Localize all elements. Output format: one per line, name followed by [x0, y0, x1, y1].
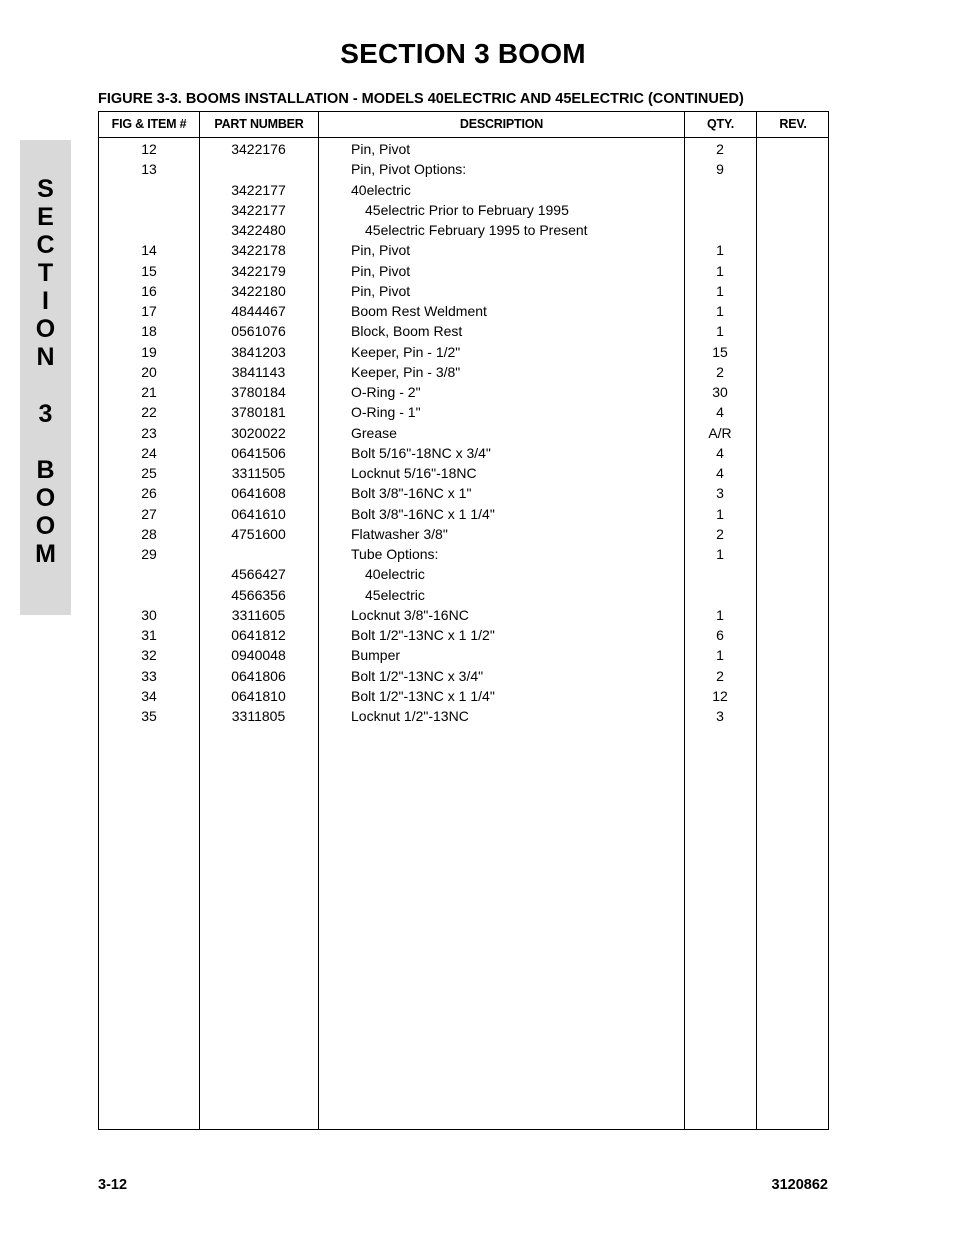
description-cell: Locknut 1/2"-13NC [351, 708, 469, 724]
side-tab-letter: O [35, 315, 56, 343]
table-row [99, 382, 828, 402]
description-cell: Bolt 1/2"-13NC x 1 1/4" [351, 687, 495, 704]
qty-cell: 4 [716, 465, 724, 481]
item-cell: 32 [141, 647, 157, 664]
part-number-cell: 3020022 [231, 424, 286, 441]
description-cell: Flatwasher 3/8" [351, 525, 448, 542]
description-cell: Pin, Pivot [351, 262, 411, 279]
part-number-cell: 0641610 [231, 505, 286, 522]
table-row [99, 362, 828, 382]
description-cell: Tube Options: [351, 546, 439, 562]
part-number-cell: 4566356 [231, 586, 286, 603]
description-cell: 45electric February 1995 to Present [365, 222, 588, 238]
description-cell: Bolt 1/2"-13NC x 1 1/2" [351, 627, 495, 643]
item-cell: 15 [141, 262, 157, 279]
qty-cell: 2 [716, 525, 724, 542]
table-row [99, 686, 828, 706]
side-tab-letter: I [42, 287, 49, 315]
description-cell: Locknut 5/16"-18NC [351, 465, 477, 481]
table-row [99, 180, 828, 200]
qty-cell: 1 [716, 242, 724, 259]
table-row [99, 544, 828, 564]
part-number-cell: 3841143 [231, 363, 286, 380]
part-number-cell: 3780184 [231, 384, 286, 400]
side-tab-letter: C [36, 231, 55, 259]
side-tab-letter: O [35, 512, 56, 540]
table-row [99, 483, 828, 503]
header-fig-item: FIG & ITEM # [111, 117, 187, 131]
item-cell: 18 [141, 323, 157, 340]
part-number-cell: 0641608 [231, 485, 286, 502]
side-tab-letter: O [35, 484, 56, 512]
side-tab-letter: N [36, 343, 55, 371]
description-cell: Bolt 1/2"-13NC x 3/4" [351, 667, 484, 684]
table-row [99, 321, 828, 341]
table-row [99, 504, 828, 524]
part-number-cell: 4566427 [231, 566, 286, 583]
part-number-cell: 3422177 [231, 181, 286, 198]
table-row [99, 666, 828, 686]
description-cell: Bolt 3/8"-16NC x 1" [351, 485, 472, 502]
qty-cell: 1 [716, 505, 724, 522]
item-cell: 26 [141, 485, 157, 502]
description-cell: Pin, Pivot Options: [351, 161, 467, 178]
part-number-cell: 0940048 [231, 647, 286, 664]
table-row [99, 261, 828, 281]
item-cell: 13 [141, 161, 157, 178]
table-row [99, 423, 828, 443]
table-row [99, 625, 828, 645]
header-rev: REV. [779, 117, 807, 131]
table-header [99, 112, 828, 138]
table-row [99, 706, 828, 726]
item-cell: 20 [141, 363, 157, 380]
table-row [99, 200, 828, 220]
qty-cell: 9 [716, 161, 724, 178]
qty-cell: 1 [716, 606, 724, 623]
item-cell: 35 [141, 708, 157, 724]
description-cell: Keeper, Pin - 3/8" [351, 363, 461, 380]
part-number-cell: 3422179 [231, 262, 286, 279]
qty-cell: 2 [716, 363, 724, 380]
part-number-cell: 4844467 [231, 303, 286, 319]
description-cell: O-Ring - 2" [351, 384, 421, 400]
table-row [99, 585, 828, 605]
item-cell: 12 [141, 141, 157, 157]
table-row [99, 281, 828, 301]
table-row [99, 159, 828, 179]
description-cell: Keeper, Pin - 1/2" [351, 343, 461, 360]
item-cell: 34 [141, 687, 157, 704]
qty-cell: 1 [716, 323, 724, 340]
document-number: 3120862 [771, 1177, 828, 1193]
description-cell: O-Ring - 1" [351, 404, 421, 421]
qty-cell: 15 [712, 343, 728, 360]
item-cell: 17 [141, 303, 157, 319]
table-row [99, 443, 828, 463]
part-number-cell: 3311505 [231, 465, 286, 481]
qty-cell: 3 [716, 708, 724, 724]
page-number: 3-12 [98, 1177, 128, 1193]
qty-cell: 2 [716, 667, 724, 684]
description-cell: Pin, Pivot [351, 141, 411, 157]
part-number-cell: 3311605 [231, 606, 286, 623]
qty-cell: 30 [712, 384, 728, 400]
side-tab-letter: S [37, 175, 54, 203]
qty-cell: 6 [716, 627, 724, 643]
description-cell: Grease [351, 424, 397, 441]
table-row [99, 240, 828, 260]
item-cell: 14 [141, 242, 157, 259]
qty-cell: 1 [716, 647, 724, 664]
qty-cell: A/R [708, 424, 732, 441]
part-number-cell: 3422176 [231, 141, 286, 157]
qty-cell: 1 [716, 303, 724, 319]
table-row [99, 645, 828, 665]
table-row [99, 301, 828, 321]
part-number-cell: 0641506 [231, 444, 286, 461]
description-cell: 45electric [365, 586, 425, 603]
part-number-cell: 3311805 [231, 708, 286, 724]
item-cell: 29 [141, 546, 157, 562]
table-row [99, 524, 828, 544]
header-qty: QTY. [707, 117, 734, 131]
part-number-cell: 3422178 [231, 242, 286, 259]
part-number-cell: 3422177 [231, 201, 286, 218]
part-number-cell: 0641806 [231, 667, 286, 684]
part-number-cell: 3422480 [231, 222, 286, 238]
description-cell: Pin, Pivot [351, 242, 411, 259]
side-tab-letter: 3 [38, 400, 53, 428]
figure-title: FIGURE 3-3. BOOMS INSTALLATION - MODELS 40ELECTRIC AND 45ELECTRIC (CONTINUED) [98, 91, 744, 107]
header-part-number: PART NUMBER [214, 117, 304, 131]
description-cell: Bolt 5/16"-18NC x 3/4" [351, 444, 491, 461]
part-number-cell: 0641810 [231, 687, 286, 704]
part-number-cell: 3780181 [231, 404, 286, 421]
qty-cell: 3 [716, 485, 724, 502]
item-cell: 30 [141, 606, 157, 623]
description-cell: 45electric Prior to February 1995 [365, 201, 569, 218]
item-cell: 33 [141, 667, 157, 684]
qty-cell: 1 [716, 262, 724, 279]
qty-cell: 2 [716, 141, 724, 157]
qty-cell: 12 [712, 687, 728, 704]
qty-cell: 1 [716, 282, 724, 299]
item-cell: 21 [141, 384, 157, 400]
table-row [99, 463, 828, 483]
page-title: SECTION 3 BOOM [340, 38, 586, 69]
side-tab-letter: E [37, 203, 54, 231]
part-number-cell: 3841203 [231, 343, 286, 360]
description-cell: Locknut 3/8"-16NC [351, 606, 469, 623]
part-number-cell: 3422180 [231, 282, 286, 299]
part-number-cell: 0641812 [231, 627, 286, 643]
table-row [99, 220, 828, 240]
item-cell: 27 [141, 505, 157, 522]
section-side-tab [20, 140, 71, 615]
qty-cell: 4 [716, 444, 724, 461]
part-number-cell: 4751600 [231, 525, 286, 542]
item-cell: 24 [141, 444, 157, 461]
item-cell: 28 [141, 525, 157, 542]
item-cell: 31 [141, 627, 157, 643]
description-cell: Pin, Pivot [351, 282, 411, 299]
description-cell: 40electric [351, 181, 411, 198]
table-row [99, 605, 828, 625]
table-row [99, 564, 828, 584]
description-cell: Bolt 3/8"-16NC x 1 1/4" [351, 505, 495, 522]
item-cell: 25 [141, 465, 157, 481]
description-cell: Block, Boom Rest [351, 323, 463, 340]
side-tab-letter: B [36, 456, 55, 484]
parts-table [98, 111, 829, 1130]
description-cell: 40electric [365, 566, 425, 583]
description-cell: Bumper [351, 647, 401, 664]
item-cell: 23 [141, 424, 157, 441]
qty-cell: 4 [716, 404, 724, 421]
part-number-cell: 0561076 [231, 323, 286, 340]
table-row [99, 402, 828, 422]
item-cell: 22 [141, 404, 157, 421]
item-cell: 19 [141, 343, 157, 360]
description-cell: Boom Rest Weldment [351, 303, 487, 319]
header-description: DESCRIPTION [459, 117, 544, 131]
qty-cell: 1 [716, 546, 724, 562]
table-row [99, 139, 828, 159]
side-tab-letter: M [35, 540, 56, 568]
side-tab-letter: T [37, 259, 54, 287]
table-row [99, 342, 828, 362]
item-cell: 16 [141, 282, 157, 299]
